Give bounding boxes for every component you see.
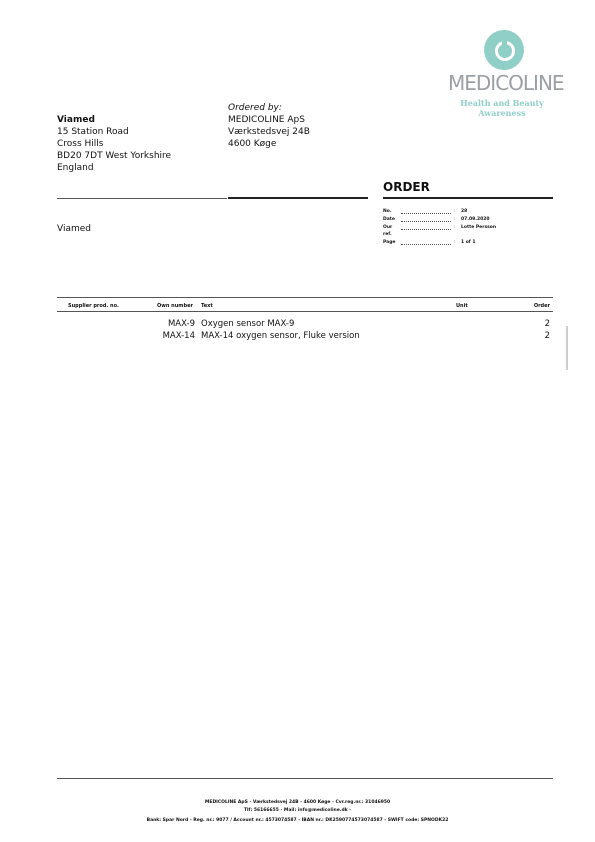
supplier-address-line: Cross Hills [57, 139, 104, 149]
divider [228, 197, 368, 199]
meta-row [383, 208, 496, 216]
document-title: ORDER [383, 180, 430, 194]
meta-key: No. [383, 209, 392, 214]
footer-contact-line: Tlf: 56166655 - Mail: info@medicoline.dk - [243, 808, 352, 813]
cell-own-number: MAX-14 [162, 331, 195, 341]
cell-order: 2 [544, 319, 550, 329]
supplier-address-line: 15 Station Road [57, 127, 129, 137]
col-header-supplier-prod-no: Supplier prod. no. [68, 303, 119, 309]
meta-dots [401, 224, 451, 230]
meta-key: Our ref. [383, 224, 393, 238]
ordered-by-label: Ordered by: [228, 103, 282, 113]
order-meta [383, 208, 496, 247]
col-header-order: Order [533, 303, 550, 309]
footer-company-line: MEDICOLINE ApS - Værkstedsvej 24B - 4600 Køge - Cvr.reg.nr.: 31046950 [204, 800, 391, 805]
meta-value: 1 of 1 [461, 240, 476, 246]
meta-colon: : [454, 209, 456, 214]
meta-key: Date [383, 216, 395, 222]
divider [383, 197, 553, 199]
col-header-text: Text [201, 303, 213, 309]
ordered-by-street: Værkstedsvej 24B [228, 127, 310, 137]
meta-dots [401, 239, 451, 245]
margin-mark [566, 326, 568, 370]
logo-notch [502, 36, 507, 46]
divider [57, 198, 227, 199]
supplier-address-line: BD20 7DT West Yorkshire [57, 151, 172, 161]
ordered-by-company: MEDICOLINE ApS [228, 115, 305, 125]
recipient-name: Viamed [57, 224, 91, 234]
cell-order: 2 [544, 331, 550, 341]
meta-dots [401, 208, 451, 214]
logo-tagline-1: Health and Beauty [460, 98, 544, 108]
footer-rule [57, 778, 553, 779]
meta-value: Lotte Persson [461, 224, 497, 230]
meta-value: 28 [461, 209, 468, 214]
meta-dots [401, 216, 451, 222]
meta-colon: : [454, 240, 456, 246]
col-header-unit: Unit [456, 303, 468, 309]
ordered-by-city: 4600 Køge [228, 139, 277, 149]
meta-row [383, 224, 496, 240]
logo-mark-icon [484, 30, 524, 70]
meta-colon: : [454, 224, 456, 230]
col-header-own-number: Own number [157, 303, 193, 309]
footer-bank-line: Bank: Spar Nord - Reg. nr.: 9077 / Account nr.: 4573074587 - IBAN nr.: DK2590774573074587 - SWIFT code: SPNODK22 [146, 818, 449, 823]
ordered-by-block [228, 102, 310, 150]
logo-wordmark: MEDICOLINE [448, 71, 564, 95]
cell-text: Oxygen sensor MAX-9 [201, 319, 295, 329]
supplier-address-line: England [57, 163, 94, 173]
logo-tagline [446, 98, 558, 118]
cell-text: MAX-14 oxygen sensor, Fluke version [201, 331, 360, 341]
cell-own-number: MAX-9 [167, 319, 195, 329]
meta-row [383, 216, 496, 224]
meta-value: 07.09.2020 [461, 216, 490, 222]
table-top-rule [57, 297, 553, 298]
meta-colon: : [454, 216, 456, 222]
supplier-address [57, 114, 171, 174]
meta-row [383, 239, 496, 247]
table-header-rule [57, 311, 553, 312]
supplier-name: Viamed [57, 115, 95, 125]
meta-key: Page [383, 240, 396, 246]
logo-tagline-2: Awareness [478, 108, 526, 118]
